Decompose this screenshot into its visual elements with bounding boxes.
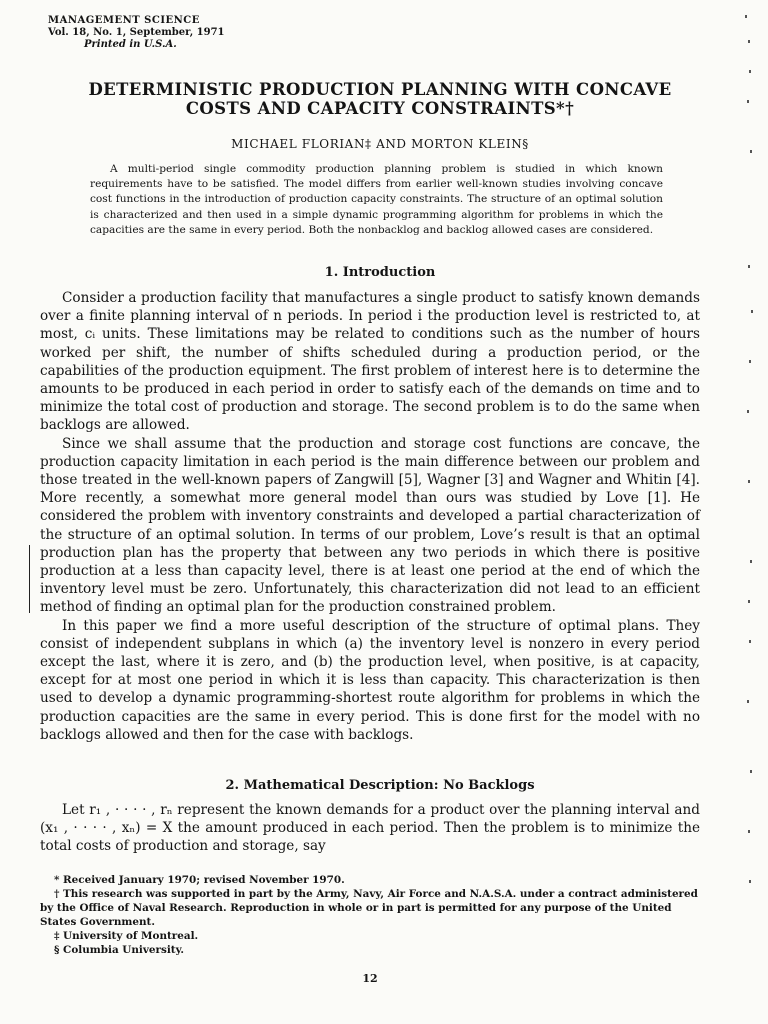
footnotes — [40, 873, 705, 957]
scan-speck — [749, 70, 751, 73]
paper-title — [40, 80, 720, 118]
title-line-1: DETERMINISTIC PRODUCTION PLANNING WITH CONCAVE — [88, 80, 672, 99]
section-1-heading: 1. Introduction — [324, 265, 436, 280]
journal-name: MANAGEMENT SCIENCE — [48, 15, 200, 26]
scan-speck — [750, 150, 752, 153]
scan-speck — [750, 770, 752, 773]
scan-speck — [747, 700, 749, 703]
scan-speck — [748, 830, 750, 833]
paragraph: Since we shall assume that the production and storage cost functions are concave, the production capacity limitation in each period is the main difference between our problem and those treated in the well-known papers of Zangwill [5], Wagner [3] and Wagner and Whitin [4]. More recently, a somewhat more general model than ours was studied by Love [1]. He considered the problem with inventory constraints and developed a partial characterization of the structure of an optimal solution. In terms of our problem, Love’s result is that an optimal production plan has the property that between any two periods in which there is positive production at a less than capacity level, there is at least one period at the end of which the inventory level must be zero. Unfortunately, this characterization did not lead to an efficient method of finding an optimal plan for the production constrained problem. — [40, 435, 700, 616]
scan-speck — [751, 310, 753, 313]
section-2-heading: 2. Mathematical Description: No Backlogs — [225, 778, 535, 793]
scan-speck — [748, 40, 750, 43]
scan-speck — [748, 600, 750, 603]
scan-speck — [749, 360, 751, 363]
journal-header — [48, 15, 225, 51]
abstract: A multi-period single commodity production planning problem is studied in which known requirements have to be satisfied. The model differs from earlier well-known studies involving concave cost functions in the introduction of production capacity constraints. The structure of an optimal solution is characterized and then used in a simple dynamic programming algorithm for problems in which the capacities are the same in every period. Both the nonbacklog and backlog allowed cases are considered. — [90, 163, 663, 236]
margin-annotation-line — [29, 545, 30, 613]
printed-note: Printed in U.S.A. — [84, 39, 177, 50]
footnote: § Columbia University. — [54, 944, 185, 956]
section-2-body — [40, 801, 700, 856]
scan-speck — [749, 640, 751, 643]
scan-speck — [749, 880, 751, 883]
footnote: ‡ University of Montreal. — [54, 930, 199, 942]
scan-speck — [748, 265, 750, 268]
scan-speck — [747, 410, 749, 413]
scan-speck — [748, 480, 750, 483]
journal-volume: Vol. 18, No. 1, September, 1971 — [48, 27, 225, 38]
scan-speck — [745, 15, 747, 18]
footnote: † This research was supported in part by the Army, Navy, Air Force and N.A.S.A. under a contract administered by the Office of Naval Research. Reproduction in whole or in part is permitted for any purpose of the United States Government. — [40, 888, 698, 928]
footnote: * Received January 1970; revised November 1970. — [54, 874, 345, 886]
page-number: 12 — [362, 972, 378, 985]
authors: MICHAEL FLORIAN‡ AND MORTON KLEIN§ — [231, 137, 529, 151]
scan-speck — [747, 100, 749, 103]
title-line-2: COSTS AND CAPACITY CONSTRAINTS*† — [185, 99, 575, 118]
scan-speck — [750, 560, 752, 563]
paragraph: In this paper we find a more useful description of the structure of optimal plans. They consist of independent subplans in which (a) the inventory level is nonzero in every period except the last, where it is zero, and (b) the production level, when positive, is at capacity, except for at most one period in which it is less than capacity. This characterization is then used to develop a dynamic programming-shortest route algorithm for problems in which the production capacities are the same in every period. This is done first for the model with no backlogs allowed and then for the case with backlogs. — [40, 617, 700, 743]
paragraph: Consider a production facility that manufactures a single product to satisfy known demands over a finite planning interval of n periods. In period i the production level is restricted to, at most, cᵢ units. These limitations may be related to conditions such as the number of hours worked per shift, the number of shifts scheduled during a production period, or the capabilities of the production equipment. The first problem of interest here is to determine the amounts to be produced in each period in order to satisfy each of the demands on time and to minimize the total cost of production and storage. The second problem is to do the same when backlogs are allowed. — [40, 290, 700, 434]
section-1-body — [40, 289, 700, 744]
paragraph: Let r₁ , · · · · , rₙ represent the known demands for a product over the planning interval and (x₁ , · · · · , xₙ) = X the amount produced in each period. Then the problem is to minimize the total costs of production and storage, say — [40, 802, 700, 855]
